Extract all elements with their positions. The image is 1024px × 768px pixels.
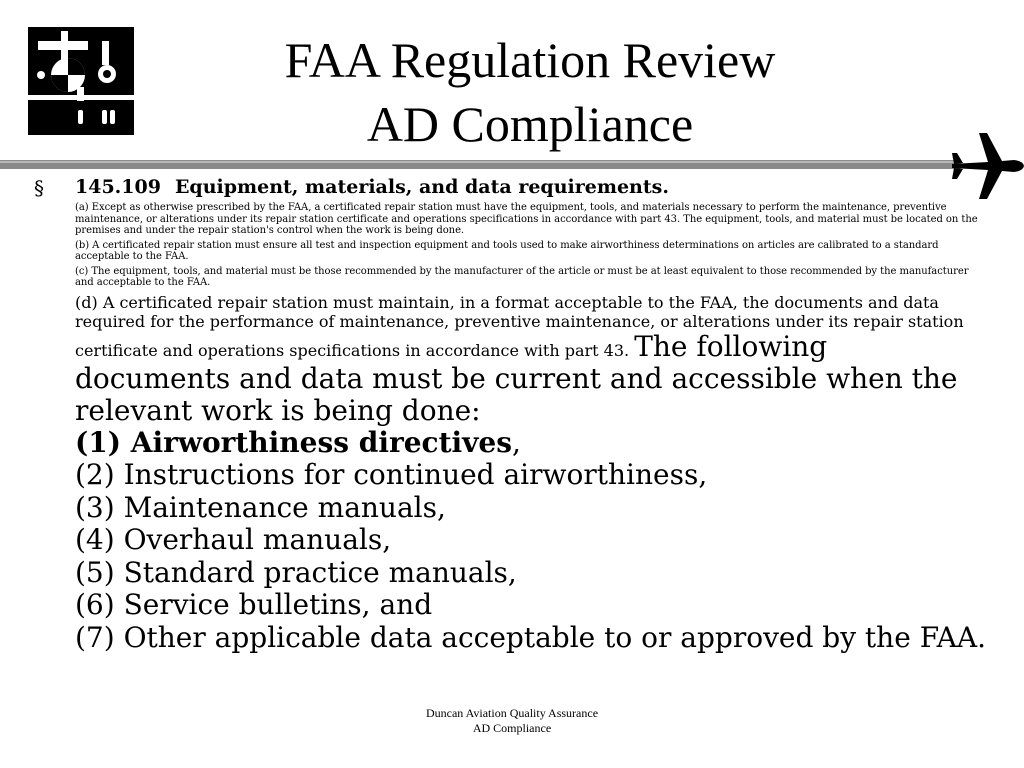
paragraph-c: (c) The equipment, tools, and material must be those recommended by the manufacturer of the article or must be at least equivalent to those recommended by the manufacturer and acceptable to the FAA.	[75, 265, 969, 288]
regulation-content	[75, 175, 987, 654]
list-item-text: (1) Airworthiness directives	[75, 425, 512, 459]
section-heading	[75, 175, 987, 199]
section-bullet: §	[34, 176, 44, 200]
paragraph-b: (b) A certificated repair station must ensure all test and inspection equipment and tools used to make airworthiness determinations on articles are calibrated to a standard acceptable to the FAA.	[75, 239, 939, 262]
list-item: (7) Other applicable data acceptable to or approved by the FAA.	[75, 620, 987, 654]
title-divider	[0, 160, 960, 169]
paragraph-d-emphasis: The following documents and data must be current and accessible when the relevant work is being done:	[75, 329, 958, 427]
company-logo-icon	[28, 27, 134, 135]
list-item-suffix: ,	[512, 425, 521, 459]
list-item: (5) Standard practice manuals,	[75, 555, 517, 589]
list-item: (3) Maintenance manuals,	[75, 490, 446, 524]
list-item: (4) Overhaul manuals,	[75, 523, 392, 556]
document-list	[75, 427, 987, 655]
paragraph-d-intro: (d) A certificated repair station must maintain, in a format acceptable to the FAA, the documents and data required for the performance of maintenance, preventive maintenance, or alterations under its repair station certificate and operations specifications in accordance with part 43.	[75, 292, 964, 360]
list-item: (2) Instructions for continued airworthiness,	[75, 458, 708, 491]
title-line-1: FAA Regulation Review	[284, 32, 776, 88]
footer-line-2: AD Compliance	[472, 721, 552, 735]
slide-title	[170, 28, 890, 156]
paragraph-a: (a) Except as otherwise prescribed by the FAA, a certificated repair station must have the equipment, tools, and materials necessary to perform the maintenance, preventive maintenance, or alterations under its repair station certificate and operations specifications in accordance with part 43. The equipment, tools, and material must be located on the premises and under the repair station's control when the work is being done.	[75, 202, 978, 236]
list-item: (6) Service bulletins, and	[75, 588, 433, 621]
section-heading-text: Equipment, materials, and data requirements.	[174, 176, 669, 198]
slide-footer	[0, 706, 1024, 736]
paragraph-d	[75, 293, 987, 427]
title-line-2: AD Compliance	[366, 96, 694, 152]
footer-line-1: Duncan Aviation Quality Assurance	[425, 706, 599, 720]
list-item	[75, 427, 987, 460]
section-number: 145.109	[75, 176, 161, 198]
